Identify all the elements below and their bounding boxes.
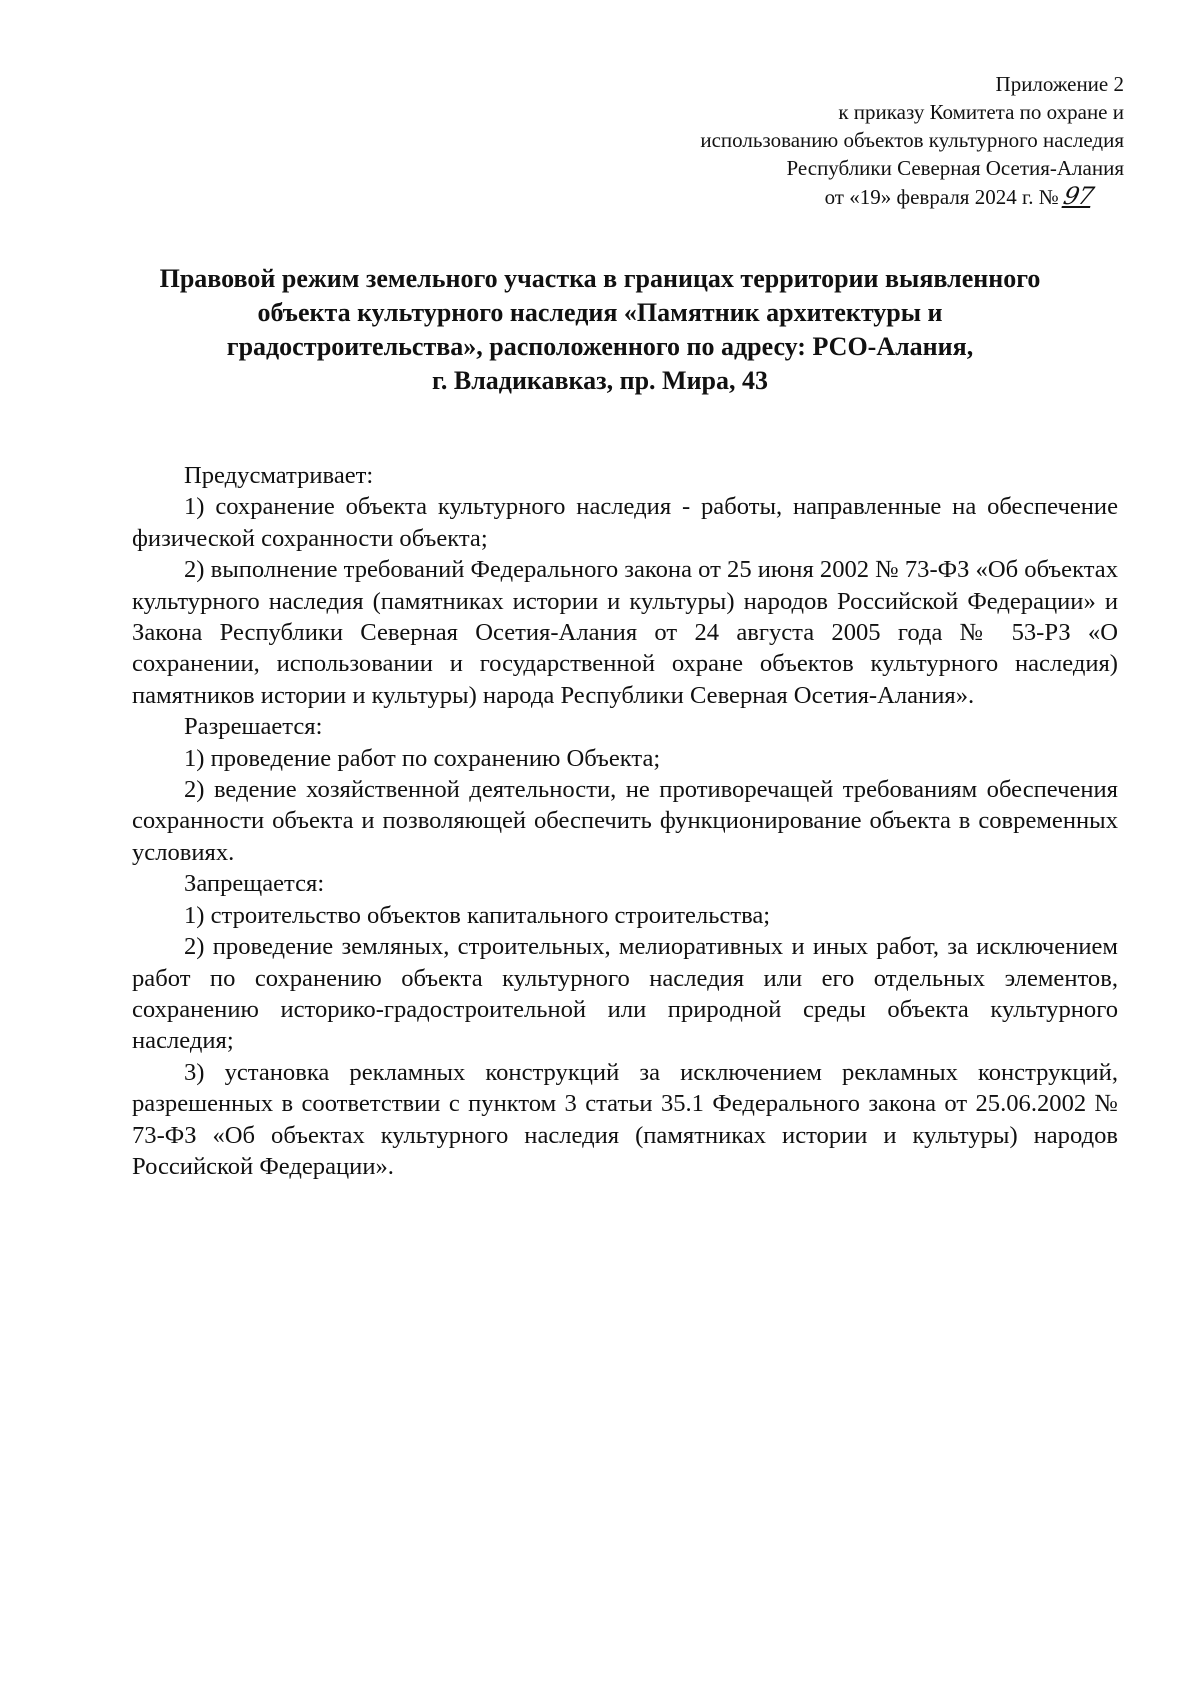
document-body	[132, 460, 1118, 1182]
appendix-date-line	[504, 182, 1124, 211]
appendix-line: к приказу Комитета по охране и	[838, 100, 1124, 124]
title-line: Правовой режим земельного участка в границах территории выявленного	[159, 264, 1041, 293]
provides-item: 1) сохранение объекта культурного наследия - работы, направленные на обеспечение физической сохранности объекта;	[132, 493, 1118, 552]
appendix-line: Республики Северная Осетия-Алания	[786, 156, 1124, 180]
title-line: градостроительства», расположенного по адресу: РСО-Алания,	[226, 332, 974, 361]
allowed-item: 2) ведение хозяйственной деятельности, не противоречащей требованиям обеспечения сохранности объекта и позволяющей обеспечить функционирование объекта в современных условиях.	[132, 776, 1118, 866]
allowed-item: 1) проведение работ по сохранению Объекта;	[184, 744, 661, 772]
order-number-handwritten: 97	[1061, 182, 1096, 210]
appendix-header	[504, 70, 1124, 211]
appendix-line: использованию объектов культурного наследия	[700, 128, 1124, 152]
prohibited-item: 2) проведение земляных, строительных, мелиоративных и иных работ, за исключением работ по сохранению объекта культурного наследия или его отдельных элементов, сохранению историко-градостроительной или природной среды объекта культурного наследия;	[132, 933, 1118, 1055]
appendix-line: Приложение 2	[995, 72, 1124, 96]
provides-item: 2) выполнение требований Федерального закона от 25 июня 2002 № 73-ФЗ «Об объектах культурного наследия (памятниках истории и культуры) народов Российской Федерации» и Закона Республики Северная Осетия-Алания от 24 августа 2005 года № 53-РЗ «О сохранении, использовании и государственной охране объектов культурного наследия) памятников истории и культуры) народа Республики Северная Осетия-Алания».	[132, 556, 1118, 709]
title-line: г. Владикавказ, пр. Мира, 43	[431, 366, 769, 395]
appendix-date-text: от «19» февраля 2024 г. №	[824, 185, 1059, 209]
prohibited-item: 1) строительство объектов капитального строительства;	[184, 901, 771, 929]
section-heading-provides: Предусматривает:	[184, 462, 374, 489]
prohibited-item: 3) установка рекламных конструкций за исключением рекламных конструкций, разрешенных в соответствии с пунктом 3 статьи 35.1 Федерального закона от 25.06.2002 № 73-ФЗ «Об объектах культурного наследия (памятниках истории и культуры) народов Российской Федерации».	[132, 1058, 1118, 1180]
section-heading-allowed: Разрешается:	[184, 713, 323, 741]
document-title	[120, 262, 1080, 398]
title-line: объекта культурного наследия «Памятник архитектуры и	[257, 298, 943, 327]
section-heading-prohibited: Запрещается:	[184, 870, 325, 898]
